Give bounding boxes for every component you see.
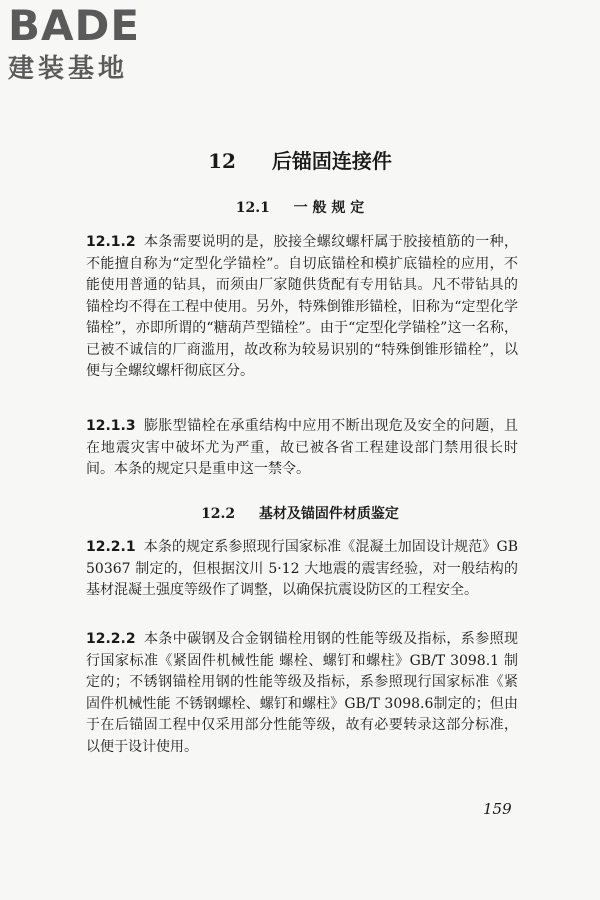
clause-text: 本条中碳钢及合金钢锚栓用钢的性能等级及指标，系参照现行国家标准《紧固件机械性能 螺栓、螺钉和螺柱》GB/T 3098.1 制定的；不锈钢锚栓用钢的性能等级及指标，系参照现行国家标准《紧固件机械性能 不锈钢螺栓、螺钉和螺柱》GB/T 3098.6制定的；但由于在后锚固工程中仅采用部分性能等级，故有必要转录这部分标准，以便于设计使用。 [86, 631, 518, 755]
logo [8, 1, 178, 84]
section-number: 12.1 [235, 200, 270, 216]
clause-number: 12.1.3 [86, 418, 136, 434]
page-number: 159 [483, 800, 512, 818]
logo-subtitle: 建装基地 [8, 54, 129, 84]
section-title: 基材及锚固件材质鉴定 [258, 506, 399, 522]
clause-text: 本条需要说明的是，胶接全螺纹螺杆属于胶接植筋的一种，不能擅自称为“定型化学锚栓”。自切底锚栓和模扩底锚栓的应用，不能使用普通的钻具，而须由厂家随供货配有专用钻具。凡不带钻具的锚栓均不得在工程中使用。另外，特殊倒锥形锚栓，旧称为“定型化学锚栓”，亦即所谓的“糖葫芦型锚栓”。由于“定型化学锚栓”这一名称，已被不诚信的厂商滥用，故改称为较易识别的“特殊倒锥形锚栓”，以便与全螺纹螺杆彻底区分。 [86, 234, 518, 379]
section-number: 12.2 [201, 506, 236, 522]
section-heading-12-2 [0, 503, 600, 523]
clause-number: 12.2.1 [86, 539, 136, 555]
clause-text: 本条的规定系参照现行国家标准《混凝土加固设计规范》GB 50367 制定的，但根据汶川 5·12 大地震的震害经验，对一般结构的基材混凝土强度等级作了调整，以确保抗震设防区的工程安全。 [86, 539, 518, 598]
clause-12-1-2 [86, 232, 518, 383]
chapter-title: 后锚固连接件 [271, 149, 392, 173]
clause-12-1-3 [86, 416, 518, 481]
clause-12-2-2 [86, 629, 518, 758]
clause-12-2-1 [86, 537, 518, 602]
clause-number: 12.2.2 [86, 631, 136, 647]
logo-wordmark: BADE [8, 1, 141, 50]
clause-text: 膨胀型锚栓在承重结构中应用不断出现危及安全的问题，且在地震灾害中破坏尤为严重，故已被各省工程建设部门禁用很长时间。本条的规定只是重申这一禁令。 [86, 418, 518, 477]
section-heading-12-1 [0, 197, 600, 217]
section-title: 一 般 规 定 [293, 200, 365, 216]
chapter-number: 12 [208, 149, 236, 173]
clause-number: 12.1.2 [86, 234, 136, 250]
chapter-heading [0, 145, 600, 174]
